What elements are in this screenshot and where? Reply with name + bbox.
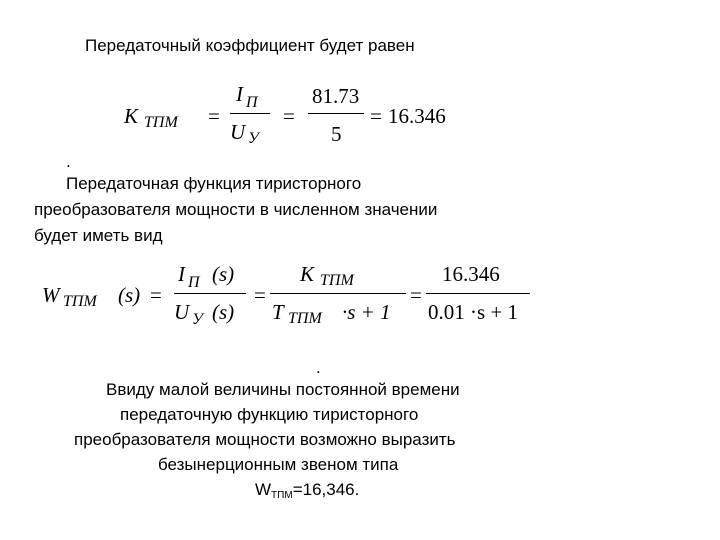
numerator-k: K [300, 262, 315, 286]
paragraph-line: Ввиду малой величины постоянной времени [106, 380, 460, 399]
heading: Передаточный коэффициент будет равен [85, 36, 415, 55]
numerator-subscript: П [188, 274, 200, 291]
symbol-w: W [42, 283, 60, 307]
denominator-t: T [272, 300, 284, 324]
equals-sign: = [150, 283, 162, 307]
denominator-subscript: У [192, 311, 203, 328]
denominator-value: 5 [331, 122, 342, 146]
denominator-tail: ·s + 1 [342, 300, 391, 324]
equals-sign: = [254, 283, 266, 307]
fraction-bar [308, 113, 364, 114]
subscript-tpm: ТПМ [63, 293, 97, 310]
denominator-arg: (s) [212, 300, 235, 324]
denominator-value: 0.01 ·s + 1 [428, 300, 519, 324]
equals-sign: = [370, 104, 382, 128]
paragraph-line: преобразователя мощности в численном значении [34, 200, 438, 219]
equals-sign: = [283, 104, 295, 128]
dot-mark: . [66, 152, 71, 171]
equals-sign: = [410, 283, 422, 307]
fraction-bar [426, 293, 530, 294]
numerator-arg: (s) [212, 262, 235, 286]
subscript-tpm: ТПМ [271, 490, 293, 501]
symbol-w: W [255, 480, 272, 499]
result-value: 16.346 [388, 104, 446, 128]
equals-sign: = [208, 104, 220, 128]
denominator-subscript: У [248, 130, 259, 147]
numerator-subscript: П [246, 94, 258, 111]
dot-mark: . [316, 358, 321, 377]
denominator-u: U [174, 300, 190, 324]
final-formula [255, 480, 359, 501]
paragraph-line: преобразователя мощности возможно выразить [74, 430, 456, 449]
fraction-bar [174, 293, 246, 294]
numerator-i: I [236, 82, 243, 106]
paragraph-line: Передаточная функция тиристорного [66, 174, 362, 193]
paragraph-line: передаточную функцию тиристорного [120, 405, 419, 424]
denominator-u: U [230, 120, 246, 144]
fraction-bar [230, 113, 270, 114]
subscript-tpm: ТПМ [144, 114, 178, 131]
final-value: =16,346. [292, 480, 360, 499]
paragraph-line: будет иметь вид [34, 226, 163, 245]
denominator-t-subscript: ТПМ [288, 310, 322, 327]
fraction-bar [270, 293, 406, 294]
numerator-k-subscript: ТПМ [320, 272, 354, 289]
numerator-value: 81.73 [312, 84, 360, 108]
symbol-k: K [124, 104, 139, 128]
paragraph-line: безынерционным звеном типа [158, 455, 399, 474]
numerator-i: I [178, 262, 185, 286]
argument-s: (s) [118, 283, 141, 307]
numerator-value: 16.346 [442, 262, 500, 286]
